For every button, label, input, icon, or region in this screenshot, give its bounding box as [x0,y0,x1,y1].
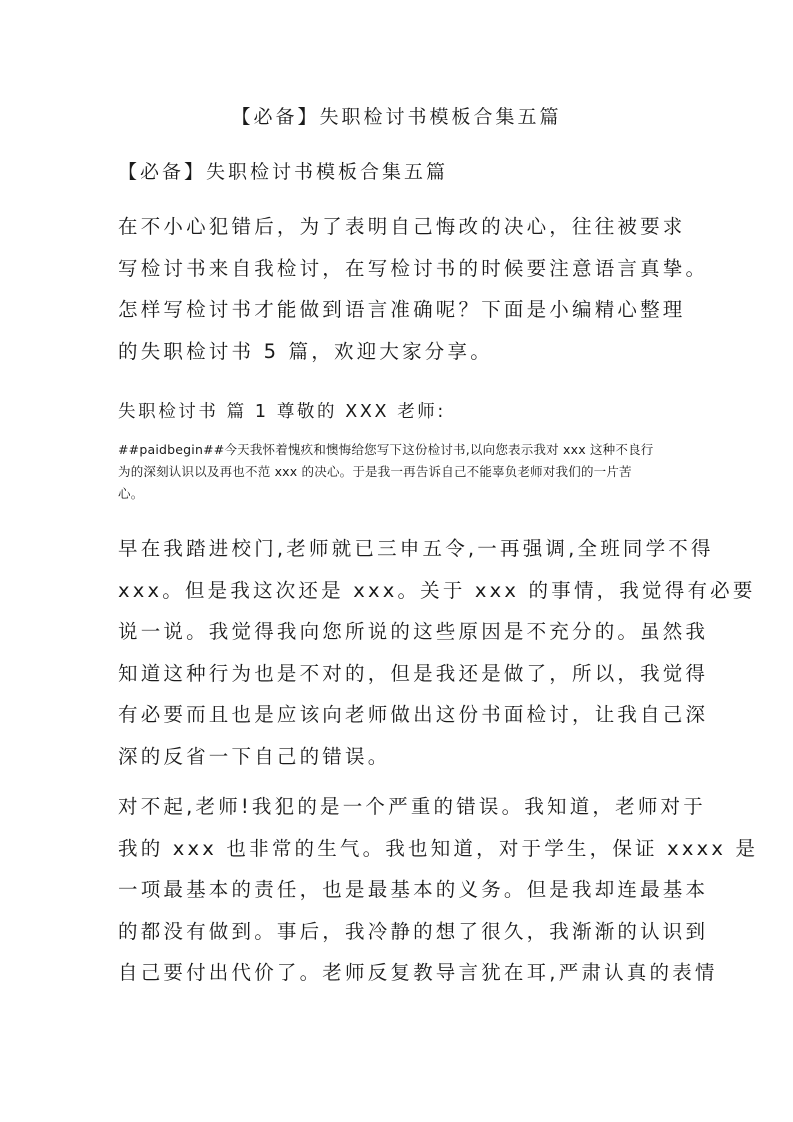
text-line: 我的 xxx 也非常的生气。我也知道，对于学生，保证 xxxx 是 [118,836,759,860]
document-subtitle: 【必备】失职检讨书模板合集五篇 [118,161,449,183]
text-line: 心。 [118,486,144,501]
text-line: 对不起,老师!我犯的是一个严重的错误。我知道，老师对于 [118,795,706,818]
text-line: 写检讨书来自我检讨，在写检讨书的时候要注意语言真挚。 [118,256,709,280]
document-title: 【必备】失职检讨书模板合集五篇 [231,106,562,128]
body-paragraph-2 [118,786,759,994]
body-paragraph-1 [118,528,756,777]
text-line: 一项最基本的责任，也是最基本的义务。但是我却连最基本 [118,878,709,901]
section-heading-text: 失职检讨书 篇 1 尊敬的 XXX 老师: [118,402,446,422]
intro-paragraph [118,206,709,372]
text-line: ##paidbegin##今天我怀着愧疚和懊悔给您写下这份检讨书,以向您表示我对 xxx 这种不良行 [118,442,654,457]
small-paragraph [118,439,683,505]
text-line: xxx。但是我这次还是 xxx。关于 xxx 的事情，我觉得有必要 [118,578,756,602]
text-line: 的都没有做到。事后，我冷静的想了很久，我渐渐的认识到 [118,919,709,943]
text-line: 在不小心犯错后，为了表明自己悔改的决心，往往被要求 [118,215,686,238]
text-line: 说一说。我觉得我向您所说的这些原因是不充分的。虽然我 [118,620,709,643]
text-line: 深的反省一下自己的错误。 [118,744,391,768]
text-line: 知道这种行为也是不对的，但是我还是做了，所以，我觉得 [118,661,709,685]
text-line: 有必要而且也是应该向老师做出这份书面检讨，让我自己深 [118,703,709,726]
text-line: 自己要付出代价了。老师反复教导言犹在耳,严肃认真的表情 [118,961,718,984]
text-line: 早在我踏进校门,老师就已三申五令,一再强调,全班同学不得 [118,537,714,560]
text-line: 的失职检讨书 5 篇，欢迎大家分享。 [118,339,493,363]
text-line: 怎样写检讨书才能做到语言准确呢？下面是小编精心整理 [118,298,686,321]
text-line: 为的深刻认识以及再也不范 xxx 的决心。于是我一再告诉自己不能辜负老师对我们的一片苦 [118,464,632,479]
section-heading [118,397,678,427]
